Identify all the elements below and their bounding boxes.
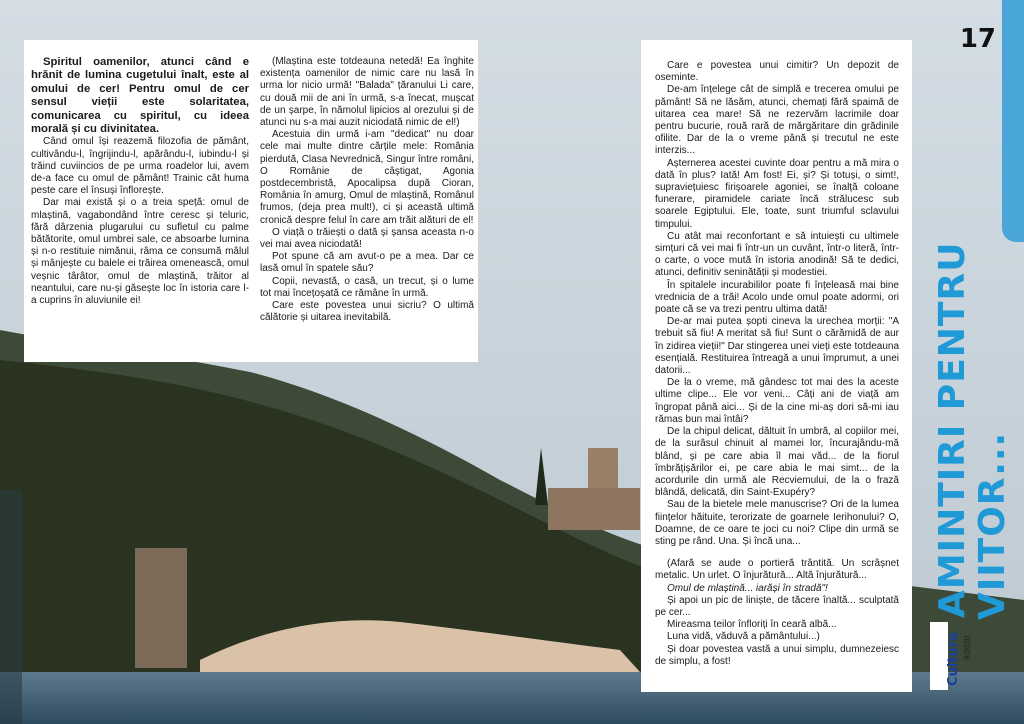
paragraph: Pot spune că am avut-o pe a mea. Dar ce lasă omul în spatele său? [260, 251, 474, 275]
paragraph: Acestuia din urmă i-am "dedicat" nu doar cele mai multe dintre cărțile mele: România pierdută, Clasa Nevrednică, Singur între români, O Românie de câștigat, Agonia postdecembristă, Apocalipsa după Cioran, România în amurg, Omul de mlaștină, Românul frumos, (deja prea mult!), ci și această ultimă cronică despre felul în care am trăit alături de el! [260, 129, 474, 226]
paragraph: Așternerea acestei cuvinte doar pentru a mă mira o dată în plus? Iată! Am fost! Ei, și? Și totuși, o simt!, supraviețuiesc firișoarele agoniei, se înalță coloane funerare, piramidele cariate încă strălucesc sub soarele Egiptului. Ele, toate, sunt triumful sclavului timpului. [655, 157, 899, 230]
article-title-line-2: VIITOR... [972, 431, 1013, 620]
paragraph: De-am înțelege cât de simplă e trecerea omului pe pământ! Să ne lăsăm, atunci, chemați fără spaimă de uitarea cea mare! Să ne rezervăm lacrimile doar pentru bucurie, rouă rară de mărgăritare din grădinile ofilite. Dar de la o vreme până și trecutul ne este interzis... [655, 84, 899, 157]
logo-text: Cultura [946, 632, 961, 686]
paragraph: Care este povestea unui sicriu? O ultimă călătorie și uitarea inevitabilă. [260, 300, 474, 324]
page-number: 17 [959, 24, 996, 54]
paragraph: (Afară se aude o portieră trântită. Un scrâșnet metalic. Un urlet. O înjurătură... Altă înjurătură... [655, 558, 899, 582]
paragraph: Mireasma teilor înfloriți în ceară albă... [667, 619, 837, 631]
text-column-3 [655, 60, 899, 668]
paragraph: De la chipul delicat, dăltuit în umbră, al copiilor mei, de la surâsul chinuit al mamei lor, încurajându-mă blând, și pe care abia îl mai văd... de la fiorul îmbrățișărilor ei, pe care abia le mai simt... de la acordurile din urmă ale Recviemului, de la o frază blândă, delicată, din Saint-Exupéry? [655, 426, 899, 499]
paragraph-gap [655, 548, 899, 558]
issue-number: 9/2020 [963, 635, 972, 660]
paragraph: O viață o trăiești o dată și șansa aceasta n-o vei mai avea niciodată! [260, 226, 474, 251]
paragraph: Omul de mlaștină... iarăși în stradă"! [667, 582, 828, 594]
paragraph: Cu atât mai reconfortant e să intuiești cu ultimele simțuri că vei mai fi într-un un cuvânt, într-o literă, într-o carte, o voce mută în istoria anodină! Să te dedici, atunci, definitiv seninătății și modestiei. [655, 230, 899, 279]
paragraph: Și doar povestea vastă a unui simplu, dumnezeiesc de simplu, a fost! [655, 643, 899, 667]
paragraph: Dar mai există și o a treia speță: omul de mlaștină, vagabondând între ceresc și teluric, fără dârzenia plugarului cu sufletul cu palme bătătorite, omul umbrei sale, ce absoarbe lumina și n-o restituie nimănui, râma ce consumă mâlul și mânjește cu balele ei trăirea omenească, omul veșnic târâtor, omul de mlaștină, trăitor al neantului, care nu-și găsește loc în istoria care l-a cuprins în aluviunile ei! [31, 197, 249, 307]
text-column-2 [260, 56, 474, 324]
paragraph: De la o vreme, mă gândesc tot mai des la aceste ultime clipe... Ele vor veni... Câți ani de viață am îngropat până aici... Și de la cine mi-aș dori să-mi iau rămas bun mai întâi? [655, 377, 899, 425]
paragraph: Și apoi un pic de liniște, de tăcere înaltă... sculptată pe cer... [655, 594, 899, 618]
text-column-1 [31, 56, 249, 307]
paragraph: Sau de la bietele mele manuscrise? Ori de la lumea ființelor hăituite, terorizate de goarnele Ierihonului? O, Doamne, de ce oare te joci cu noi? Clipe din urmă se sting pe rând. Una. Și încă una... [655, 499, 899, 547]
paragraph: (Mlaștina este totdeauna netedă! Ea înghite existența oamenilor de nimic care nu lasă în urma lor nicio urmă! "Balada" țăranului Li care, cu două mii de ani în urmă, s-a înecat, mușcat de un șarpe, în nămolul lipicios al orezului și de atunci nu s-a mai auzit niciodată nimic de el!) [260, 56, 474, 129]
right-text-panel [641, 40, 912, 692]
paragraph: De-ar mai putea șopti cineva la urechea morții: "A trebuit să fiu! A meritat să fiu! Sunt o cărămidă de aur în zidirea vieții!" Dar stingerea unei vieți este totdeauna esențială. Restituirea întreagă a unui împrumut, a unei datorii... [655, 316, 899, 377]
paragraph: Luna vidă, văduvă a pământului...) [667, 631, 820, 643]
paragraph: Care e povestea unui cimitir? Un depozit de oseminte. [655, 60, 899, 84]
article-title-line-1: AMINTIRI PENTRU [932, 241, 973, 618]
paragraph: Când omul își reazemă filozofia de pământ, cultivându-l, îngrijindu-l, apărându-l, iubindu-l și trăind cuviincios de pe urma roadelor lui, avem de-a face cu omul de pământ! Trainic cât huma peste care el însuși înflorește. [31, 136, 249, 197]
left-text-panel [24, 40, 478, 362]
lead-paragraph: Spiritul oamenilor, atunci când e hrănit de lumina cugetului înalt, este al omului de cer! Pentru omul de cer sensul vieții este solaritatea, comunicarea cu spiritul, cu ideea morală și cu divinitatea. [31, 56, 249, 136]
paragraph: Copii, nevastă, o casă, un trecut, și o lume tot mai încețoșată ce rămâne în urmă. [260, 275, 474, 299]
magazine-logo [930, 622, 961, 690]
paragraph: În spitalele incurabililor poate fi înțeleasă mai bine vrednicia de a trăi! Acolo unde omul poate adormi, ori poate că se va trezi pentru ultima dată! [655, 279, 899, 316]
page-corner-tab [1002, 0, 1024, 242]
